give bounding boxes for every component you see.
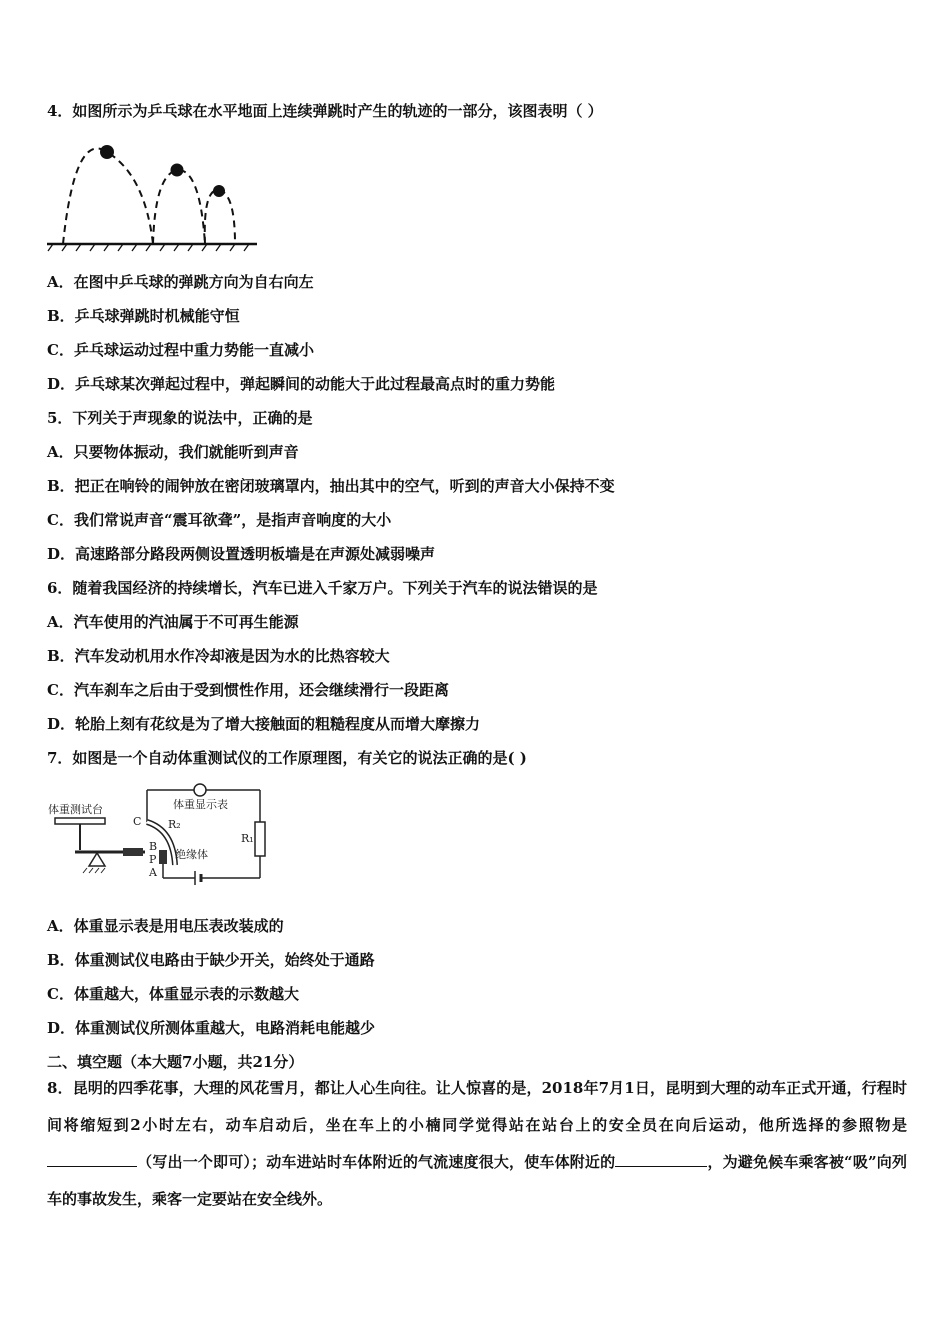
section2-heading: 二、填空题（本大题7小题，共21分） bbox=[47, 1053, 304, 1071]
bounce-arcs bbox=[63, 148, 235, 244]
weight-tester-circuit-figure bbox=[45, 780, 285, 890]
q5-stem: 5．下列关于声现象的说法中，正确的是 bbox=[47, 409, 313, 427]
meter-label: 体重显示表 bbox=[173, 798, 228, 811]
meter-symbol bbox=[194, 784, 206, 796]
r1-label: R₁ bbox=[241, 832, 254, 845]
resistor-r1 bbox=[255, 822, 265, 856]
q5-option-c: C．我们常说声音“震耳欲聋”，是指声音响度的大小 bbox=[47, 511, 392, 529]
q6-option-a: A．汽车使用的汽油属于不可再生能源 bbox=[47, 613, 299, 631]
a-label: A bbox=[149, 866, 157, 879]
q4-option-a: A．在图中乒乓球的弹跳方向为自右向左 bbox=[47, 273, 314, 291]
ball-1 bbox=[100, 145, 114, 159]
c-label: C bbox=[133, 815, 142, 828]
p-label: P bbox=[149, 853, 157, 866]
insulator-label: 绝缘体 bbox=[175, 848, 208, 861]
fulcrum bbox=[89, 853, 105, 866]
q7-option-b: B．体重测试仪电路由于缺少开关，始终处于通路 bbox=[47, 951, 375, 969]
q8-text-part3: ，为避免候车乘客被“吸”向列车的事故发生，乘客一定要站在安全线外。 bbox=[47, 1153, 907, 1208]
q6-option-c: C．汽车刹车之后由于受到惯性作用，还会继续滑行一段距离 bbox=[47, 681, 449, 699]
q8-text-part2: （写出一个即可）；动车进站时车体附近的气流速度很大，使车体附近的 bbox=[137, 1153, 616, 1171]
q6-option-b: B．汽车发动机用水作冷却液是因为水的比热容较大 bbox=[47, 647, 390, 665]
q5-option-a: A．只要物体振动，我们就能听到声音 bbox=[47, 443, 299, 461]
platform-label: 体重测试台 bbox=[48, 803, 103, 816]
q8-paragraph bbox=[47, 1070, 907, 1218]
b-label: B bbox=[149, 840, 158, 853]
q6-stem: 6．随着我国经济的持续增长，汽车已进入千家万户。下列关于汽车的说法错误的是 bbox=[47, 579, 598, 597]
ping-pong-trajectory-figure bbox=[45, 140, 260, 252]
q8-answer-blank-1[interactable] bbox=[47, 1152, 137, 1167]
q4-option-c: C．乒乓球运动过程中重力势能一直减小 bbox=[47, 341, 314, 359]
q7-option-a: A．体重显示表是用电压表改装成的 bbox=[47, 917, 284, 935]
q7-option-c: C．体重越大，体重显示表的示数越大 bbox=[47, 985, 299, 1003]
q8-text-part1: 8．昆明的四季花事，大理的风花雪月，都让人心生向往。让人惊喜的是，2018年7月1日，昆明到大理的动车正式开通，行程时间将缩短到2小时左右，动车启动后，坐在车上的小楠同学觉得站在站台上的安全员在向后运动，他所选择的参照物是 bbox=[47, 1079, 907, 1134]
q5-option-b: B．把正在响铃的闹钟放在密闭玻璃罩内，抽出其中的空气，听到的声音大小保持不变 bbox=[47, 477, 615, 495]
q5-option-d: D．高速路部分路段两侧设置透明板墙是在声源处减弱噪声 bbox=[47, 545, 436, 563]
ball-3 bbox=[213, 185, 225, 197]
r2-label: R₂ bbox=[168, 818, 181, 831]
q8-answer-blank-2[interactable] bbox=[615, 1152, 707, 1167]
platform-plate bbox=[55, 818, 105, 824]
q7-option-d: D．体重测试仪所测体重越大，电路消耗电能越少 bbox=[47, 1019, 376, 1037]
q4-option-b: B．乒乓球弹跳时机械能守恒 bbox=[47, 307, 240, 325]
q4-option-d: D．乒乓球某次弹起过程中，弹起瞬间的动能大于此过程最高点时的重力势能 bbox=[47, 375, 556, 393]
slider-block bbox=[123, 848, 143, 856]
q4-stem: 4．如图所示为乒乓球在水平地面上连续弹跳时产生的轨迹的一部分，该图表明（ ） bbox=[47, 102, 603, 120]
ball-2 bbox=[171, 164, 184, 177]
q6-option-d: D．轮胎上刻有花纹是为了增大接触面的粗糙程度从而增大摩擦力 bbox=[47, 715, 481, 733]
q7-stem: 7．如图是一个自动体重测试仪的工作原理图，有关它的说法正确的是( ) bbox=[47, 749, 527, 767]
insulator-block bbox=[159, 850, 167, 864]
